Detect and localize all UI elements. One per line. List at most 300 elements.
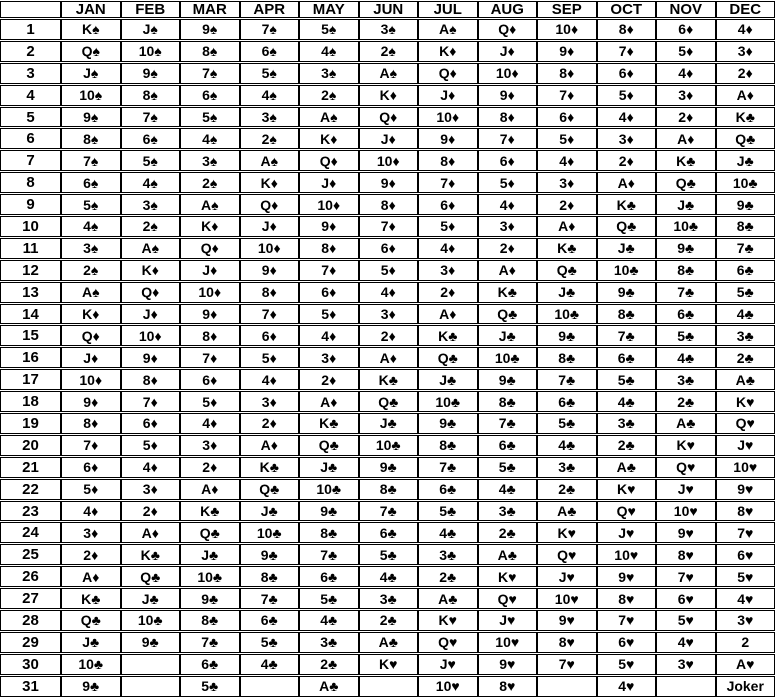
card-cell: Q♣ <box>716 128 775 149</box>
card-cell: 6♥ <box>716 544 775 565</box>
card-cell: 7♠ <box>180 63 240 84</box>
card-cell: 6♥ <box>597 632 657 653</box>
card-cell: 6♣ <box>359 522 419 543</box>
card-cell: 9♠ <box>180 19 240 40</box>
card-cell: A♦ <box>478 260 538 281</box>
card-cell: 3♣ <box>359 588 419 609</box>
card-cell: 6♦ <box>121 413 181 434</box>
card-cell: 6♣ <box>180 654 240 675</box>
card-cell: 3♣ <box>299 632 359 653</box>
card-cell: 5♠ <box>180 107 240 128</box>
card-cell: 10♣ <box>537 304 597 325</box>
card-cell: A♣ <box>656 413 716 434</box>
card-cell: A♠ <box>121 238 181 259</box>
card-cell: A♦ <box>121 522 181 543</box>
card-cell: 10♦ <box>121 325 181 346</box>
card-cell: 2♣ <box>418 566 478 587</box>
card-cell: K♣ <box>418 325 478 346</box>
day-number: 1 <box>0 19 61 40</box>
card-cell: 8♥ <box>537 632 597 653</box>
card-cell: J♥ <box>418 654 478 675</box>
card-cell: K♦ <box>121 260 181 281</box>
day-number: 24 <box>0 522 61 543</box>
table-row <box>0 238 775 259</box>
card-cell: 8♣ <box>299 522 359 543</box>
card-cell: 10♣ <box>597 260 657 281</box>
card-cell: 5♣ <box>180 676 240 697</box>
card-cell: 4♦ <box>478 194 538 215</box>
table-row <box>0 85 775 106</box>
card-cell: 9♣ <box>299 501 359 522</box>
card-cell: J♦ <box>299 172 359 193</box>
card-cell: 8♣ <box>180 610 240 631</box>
card-cell: J♥ <box>597 522 657 543</box>
card-cell: 9♠ <box>61 107 121 128</box>
card-cell: 10♠ <box>121 41 181 62</box>
card-cell: K♣ <box>61 588 121 609</box>
table-row <box>0 435 775 456</box>
card-cell: 4♦ <box>359 282 419 303</box>
card-cell: 8♥ <box>478 676 538 697</box>
card-cell: 5♠ <box>121 150 181 171</box>
card-cell: K♥ <box>656 435 716 456</box>
table-row <box>0 654 775 675</box>
card-cell: 2♠ <box>180 172 240 193</box>
card-cell: 10♣ <box>180 566 240 587</box>
card-cell: 4♦ <box>121 457 181 478</box>
card-cell: 7♠ <box>121 107 181 128</box>
day-number: 18 <box>0 391 61 412</box>
card-cell: 9♦ <box>180 304 240 325</box>
card-cell: A♦ <box>656 128 716 149</box>
card-cell: 8♦ <box>597 19 657 40</box>
day-number: 20 <box>0 435 61 456</box>
card-cell: A♠ <box>240 150 300 171</box>
card-cell: 3♥ <box>656 654 716 675</box>
card-cell: Q♥ <box>716 413 775 434</box>
card-cell: A♠ <box>418 19 478 40</box>
card-cell: 7♣ <box>299 544 359 565</box>
card-cell: A♣ <box>597 457 657 478</box>
day-number: 15 <box>0 325 61 346</box>
card-cell: J♣ <box>716 150 775 171</box>
card-cell: Q♥ <box>597 501 657 522</box>
card-cell: 3♠ <box>61 238 121 259</box>
card-cell: J♣ <box>478 325 538 346</box>
day-number: 16 <box>0 347 61 368</box>
card-cell: 10♣ <box>478 347 538 368</box>
card-cell: J♥ <box>716 435 775 456</box>
card-cell: 3♣ <box>597 413 657 434</box>
card-cell: J♣ <box>597 238 657 259</box>
card-cell: 5♦ <box>597 85 657 106</box>
card-cell: 4♦ <box>61 501 121 522</box>
card-cell: 10♥ <box>716 457 775 478</box>
day-number: 7 <box>0 150 61 171</box>
card-cell: 9♣ <box>61 676 121 697</box>
card-cell: 8♣ <box>597 304 657 325</box>
card-cell: 4♠ <box>121 172 181 193</box>
card-cell: Q♦ <box>359 107 419 128</box>
card-cell: 8♣ <box>359 479 419 500</box>
card-cell: 4♦ <box>299 325 359 346</box>
card-cell: 5♣ <box>478 457 538 478</box>
card-cell: 7♣ <box>180 632 240 653</box>
card-cell: 3♠ <box>359 19 419 40</box>
card-cell: 9♦ <box>121 347 181 368</box>
day-number: 21 <box>0 457 61 478</box>
table-row <box>0 347 775 368</box>
card-cell: 6♦ <box>299 282 359 303</box>
card-cell: J♣ <box>299 457 359 478</box>
card-cell: 2♦ <box>61 544 121 565</box>
card-cell: 2♠ <box>359 41 419 62</box>
card-cell: Q♣ <box>656 172 716 193</box>
card-cell: K♣ <box>299 413 359 434</box>
card-cell: 3♦ <box>359 304 419 325</box>
card-cell: 3♦ <box>656 85 716 106</box>
card-cell: 5♦ <box>240 347 300 368</box>
card-cell: K♥ <box>716 391 775 412</box>
card-cell: 3♦ <box>478 216 538 237</box>
card-cell: 9♣ <box>180 588 240 609</box>
card-cell: 10♣ <box>61 654 121 675</box>
card-cell: 4♥ <box>597 676 657 697</box>
card-cell: 2 <box>716 632 775 653</box>
card-cell: K♥ <box>418 610 478 631</box>
card-cell: 7♣ <box>597 325 657 346</box>
card-cell: 9♥ <box>597 566 657 587</box>
card-cell: 5♥ <box>656 610 716 631</box>
card-cell: K♥ <box>359 654 419 675</box>
table-row <box>0 63 775 84</box>
card-cell: K♠ <box>61 19 121 40</box>
card-cell: 9♣ <box>418 413 478 434</box>
card-cell: 5♦ <box>418 216 478 237</box>
card-cell: Q♦ <box>121 282 181 303</box>
card-cell: K♣ <box>716 107 775 128</box>
card-cell: 5♦ <box>299 304 359 325</box>
card-cell: 7♦ <box>597 41 657 62</box>
card-cell: 8♣ <box>240 566 300 587</box>
card-cell: 6♦ <box>656 19 716 40</box>
card-cell: J♠ <box>61 63 121 84</box>
card-cell: 8♦ <box>418 150 478 171</box>
card-cell: 10♣ <box>240 522 300 543</box>
day-number: 9 <box>0 194 61 215</box>
day-number: 14 <box>0 304 61 325</box>
card-cell: 8♦ <box>359 194 419 215</box>
card-cell: Q♣ <box>180 522 240 543</box>
month-header-jun: JUN <box>359 1 419 18</box>
card-cell: 10♦ <box>418 107 478 128</box>
card-cell: Q♣ <box>240 479 300 500</box>
month-header-jul: JUL <box>418 1 478 18</box>
card-cell: 5♦ <box>180 391 240 412</box>
card-cell: 4♦ <box>240 369 300 390</box>
table-row <box>0 282 775 303</box>
card-cell: A♠ <box>180 194 240 215</box>
card-cell: 4♣ <box>537 435 597 456</box>
card-cell: 7♣ <box>478 413 538 434</box>
card-cell: 3♣ <box>716 325 775 346</box>
day-number: 27 <box>0 588 61 609</box>
table-header-row <box>0 1 775 18</box>
card-cell: 10♣ <box>359 435 419 456</box>
card-cell: 5♦ <box>359 260 419 281</box>
month-header-oct: OCT <box>597 1 657 18</box>
card-cell: 2♣ <box>656 391 716 412</box>
card-cell: 6♦ <box>359 238 419 259</box>
card-cell: 4♣ <box>299 610 359 631</box>
day-number: 23 <box>0 501 61 522</box>
card-cell: 4♦ <box>656 63 716 84</box>
day-number: 29 <box>0 632 61 653</box>
card-cell: Q♣ <box>359 391 419 412</box>
card-cell: Q♣ <box>478 304 538 325</box>
card-cell: 7♣ <box>656 282 716 303</box>
card-cell: 10♣ <box>121 610 181 631</box>
card-cell: 10♦ <box>359 150 419 171</box>
card-cell: 10♥ <box>418 676 478 697</box>
day-number: 17 <box>0 369 61 390</box>
card-cell: A♣ <box>537 501 597 522</box>
table-row <box>0 107 775 128</box>
card-cell: 3♣ <box>537 457 597 478</box>
card-cell: Q♥ <box>418 632 478 653</box>
card-cell: 2♦ <box>418 282 478 303</box>
card-cell: K♦ <box>359 85 419 106</box>
card-cell: 9♦ <box>478 85 538 106</box>
card-cell: 5♠ <box>61 194 121 215</box>
card-cell: 10♥ <box>478 632 538 653</box>
card-cell: 9♦ <box>537 41 597 62</box>
card-cell: 4♥ <box>716 588 775 609</box>
card-cell: 8♠ <box>180 41 240 62</box>
card-cell: Q♦ <box>299 150 359 171</box>
card-cell: 6♦ <box>61 457 121 478</box>
table-row <box>0 544 775 565</box>
card-cell: 10♦ <box>299 194 359 215</box>
card-cell: 5♠ <box>299 19 359 40</box>
card-cell: 9♣ <box>537 325 597 346</box>
card-cell: 2♠ <box>61 260 121 281</box>
card-cell: A♣ <box>478 544 538 565</box>
card-cell: J♥ <box>656 479 716 500</box>
card-cell: J♥ <box>478 610 538 631</box>
card-cell: 4♣ <box>656 347 716 368</box>
card-cell: 6♠ <box>61 172 121 193</box>
card-cell: 3♥ <box>716 610 775 631</box>
card-cell: 7♥ <box>656 566 716 587</box>
card-cell: Q♥ <box>478 588 538 609</box>
card-cell: A♦ <box>240 435 300 456</box>
card-cell: J♠ <box>121 19 181 40</box>
card-cell: J♦ <box>180 260 240 281</box>
card-cell: 3♦ <box>418 260 478 281</box>
card-cell: J♦ <box>478 41 538 62</box>
card-cell: 7♣ <box>359 501 419 522</box>
card-cell: 9♣ <box>240 544 300 565</box>
table-row <box>0 194 775 215</box>
table-row <box>0 522 775 543</box>
card-cell: 2♦ <box>597 150 657 171</box>
day-number: 5 <box>0 107 61 128</box>
card-cell: 8♥ <box>597 588 657 609</box>
card-cell: 3♠ <box>299 63 359 84</box>
card-cell: Q♦ <box>478 19 538 40</box>
card-cell: 9♦ <box>240 260 300 281</box>
table-row <box>0 676 775 697</box>
card-cell: A♣ <box>299 676 359 697</box>
table-row <box>0 325 775 346</box>
card-cell: J♣ <box>537 282 597 303</box>
empty-cell <box>656 676 716 697</box>
card-cell: 9♣ <box>359 457 419 478</box>
card-cell: A♥ <box>716 654 775 675</box>
card-cell: Q♦ <box>418 63 478 84</box>
card-cell: 5♥ <box>716 566 775 587</box>
card-cell: Q♣ <box>299 435 359 456</box>
table-row <box>0 216 775 237</box>
empty-cell <box>359 676 419 697</box>
card-cell: 4♦ <box>418 238 478 259</box>
table-row <box>0 479 775 500</box>
card-cell: 2♦ <box>537 194 597 215</box>
empty-cell <box>240 676 300 697</box>
card-cell: A♠ <box>61 282 121 303</box>
card-cell: 10♦ <box>537 19 597 40</box>
day-number: 22 <box>0 479 61 500</box>
card-cell: Q♣ <box>418 347 478 368</box>
card-grid-body <box>0 19 775 697</box>
card-cell: 4♣ <box>240 654 300 675</box>
card-cell: 10♥ <box>537 588 597 609</box>
month-header-may: MAY <box>299 1 359 18</box>
card-cell: 2♣ <box>537 479 597 500</box>
card-cell: 6♣ <box>716 260 775 281</box>
card-cell: K♦ <box>61 304 121 325</box>
month-header-apr: APR <box>240 1 300 18</box>
card-cell: 4♦ <box>180 413 240 434</box>
card-cell: Q♥ <box>656 457 716 478</box>
card-cell: 6♣ <box>240 610 300 631</box>
month-header-nov: NOV <box>656 1 716 18</box>
card-cell: 6♣ <box>418 479 478 500</box>
month-header-jan: JAN <box>61 1 121 18</box>
card-cell: 3♦ <box>61 522 121 543</box>
card-cell: 6♦ <box>537 107 597 128</box>
card-cell: J♣ <box>121 588 181 609</box>
card-cell: A♦ <box>418 304 478 325</box>
card-cell: K♥ <box>537 522 597 543</box>
card-cell: 4♣ <box>478 479 538 500</box>
card-cell: 9♦ <box>359 172 419 193</box>
card-cell: A♦ <box>597 172 657 193</box>
card-cell: 10♣ <box>299 479 359 500</box>
card-cell: 9♥ <box>656 522 716 543</box>
day-number: 31 <box>0 676 61 697</box>
month-header-aug: AUG <box>478 1 538 18</box>
card-cell: K♦ <box>299 128 359 149</box>
card-cell: 8♠ <box>121 85 181 106</box>
table-row <box>0 566 775 587</box>
card-cell: 8♦ <box>240 282 300 303</box>
card-cell: 9♦ <box>299 216 359 237</box>
card-cell: 9♦ <box>61 391 121 412</box>
card-cell: 4♣ <box>359 566 419 587</box>
month-header-mar: MAR <box>180 1 240 18</box>
table-row <box>0 19 775 40</box>
card-cell: 6♦ <box>597 63 657 84</box>
card-cell: 8♦ <box>61 413 121 434</box>
day-number: 2 <box>0 41 61 62</box>
card-cell: 3♦ <box>299 347 359 368</box>
card-cell: 5♣ <box>537 413 597 434</box>
day-number: 28 <box>0 610 61 631</box>
card-cell: Q♦ <box>240 194 300 215</box>
table-row <box>0 304 775 325</box>
table-row <box>0 457 775 478</box>
card-cell: 2♦ <box>240 413 300 434</box>
card-cell: 2♦ <box>656 107 716 128</box>
day-number: 10 <box>0 216 61 237</box>
card-cell: 5♣ <box>418 501 478 522</box>
card-cell: 2♣ <box>299 654 359 675</box>
card-cell: 2♣ <box>597 435 657 456</box>
card-cell: 6♦ <box>180 369 240 390</box>
empty-cell <box>121 676 181 697</box>
card-cell: 2♦ <box>121 501 181 522</box>
card-cell: 10♦ <box>61 369 121 390</box>
card-cell: 7♣ <box>240 588 300 609</box>
card-cell: 7♦ <box>359 216 419 237</box>
card-cell: K♣ <box>180 501 240 522</box>
card-cell: A♦ <box>359 347 419 368</box>
card-cell: 5♦ <box>61 479 121 500</box>
card-cell: 8♦ <box>478 107 538 128</box>
card-cell: A♠ <box>359 63 419 84</box>
table-row <box>0 369 775 390</box>
card-cell: Q♣ <box>597 216 657 237</box>
card-cell: 7♥ <box>597 610 657 631</box>
card-cell: 3♦ <box>180 435 240 456</box>
card-cell: 5♣ <box>656 325 716 346</box>
card-cell: J♦ <box>359 128 419 149</box>
card-cell: J♥ <box>537 566 597 587</box>
card-cell: 7♣ <box>418 457 478 478</box>
card-cell: J♣ <box>656 194 716 215</box>
card-cell: 5♣ <box>299 588 359 609</box>
card-cell: 7♦ <box>61 435 121 456</box>
card-cell: K♦ <box>418 41 478 62</box>
table-row <box>0 501 775 522</box>
card-cell: Q♦ <box>61 325 121 346</box>
card-cell: 2♦ <box>180 457 240 478</box>
card-cell: 6♦ <box>240 325 300 346</box>
card-cell: A♣ <box>418 588 478 609</box>
card-cell: 8♠ <box>61 128 121 149</box>
card-cell: A♦ <box>61 566 121 587</box>
card-cell: A♦ <box>716 85 775 106</box>
card-cell: 8♦ <box>299 238 359 259</box>
card-cell: K♥ <box>478 566 538 587</box>
card-cell: 9♣ <box>716 194 775 215</box>
card-cell: 3♣ <box>418 544 478 565</box>
card-cell: 10♣ <box>716 172 775 193</box>
card-cell: 3♦ <box>121 479 181 500</box>
card-cell: 3♦ <box>597 128 657 149</box>
